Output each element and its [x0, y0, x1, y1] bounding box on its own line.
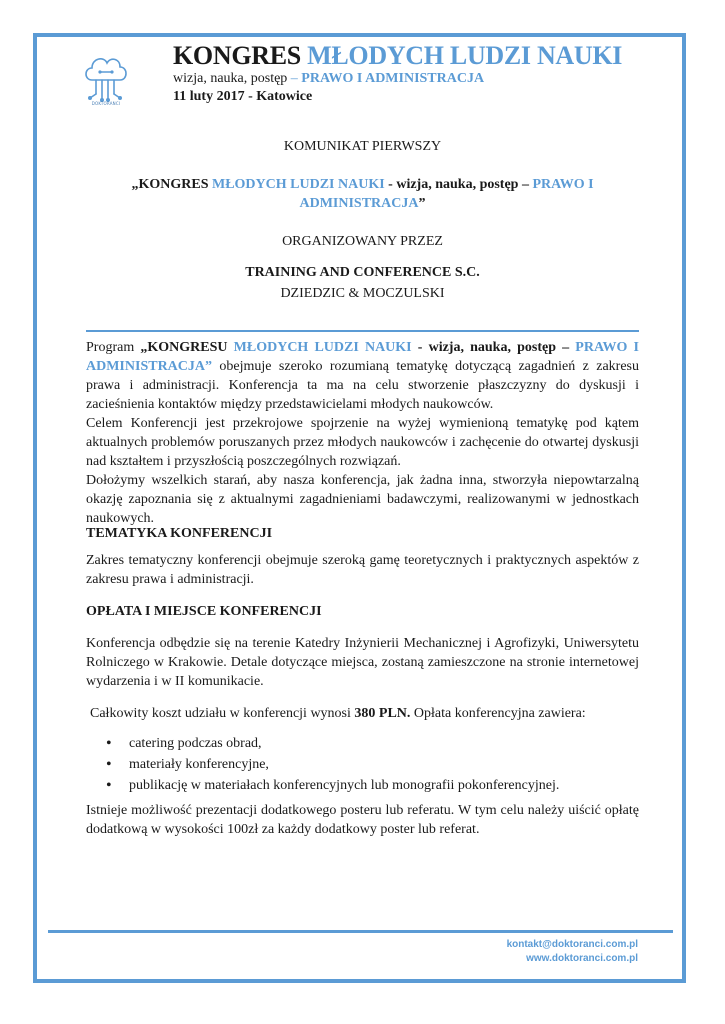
quote-blue-3: ADMINISTRACJA: [299, 196, 419, 211]
section-divider: [86, 330, 639, 332]
organizer-name: TRAINING AND CONFERENCE S.C.: [245, 265, 480, 280]
title-part-black: KONGRES: [173, 41, 301, 70]
p1-start: Program: [86, 340, 141, 355]
footer-website-link[interactable]: www.doktoranci.com.pl: [526, 953, 638, 964]
quote-close: ”: [418, 196, 426, 211]
p1-blue-2: PRAWO I ADMINISTRACJA”: [86, 340, 640, 374]
list-item: • materiały konferencyjne,: [129, 754, 639, 775]
conference-date: 11 luty 2017 - Katowice: [173, 89, 313, 104]
location-text: Konferencja odbędzie się na terenie Katedry Inżynierii Mechanicznej i Agrofizyki, Uniwersytetu Rolniczego w Krakowie. Detale dotyczące miejsca, zostaną zamieszczone na stronie internetowej wydarzenia i w II komunikacie.: [86, 636, 639, 689]
p1-bold-1: „KONGRESU: [140, 340, 234, 355]
subtitle-dash: –: [287, 71, 302, 86]
extra-fee-text: Istnieje możliwość prezentacji dodatkowego posteru lub referatu. W tym celu należy uiścić opłatę dodatkową w wysokości 100zł za każdy dodatkowy poster lub referat.: [86, 803, 639, 837]
subtitle-part-black: wizja, nauka, postęp: [173, 71, 288, 86]
announcement-label: KOMUNIKAT PIERWSZY: [283, 139, 442, 154]
cost-text: [90, 704, 639, 723]
fee-includes-list: [86, 733, 639, 796]
cost-amount: 380 PLN.: [354, 706, 411, 721]
topics-text: Zakres tematyczny konferencji obejmuje szeroką gamę teoretycznych i praktycznych aspektów z zakresu prawa i administracji.: [86, 553, 639, 587]
footer-divider: [48, 930, 673, 933]
program-paragraph-3: Dołożymy wszelkich starań, aby nasza konferencja, jak żadna inna, stworzyła niepowtarzalną okazję zapoznania się z aktualnymi zagadnieniami badawczymi, realizowanymi w jednostkach naukowych.: [86, 473, 639, 526]
program-section: [86, 338, 639, 528]
organized-by: ORGANIZOWANY PRZEZ: [282, 234, 443, 249]
cost-start: Całkowity koszt udziału w konferencji wynosi: [90, 706, 355, 721]
footer-email-link[interactable]: kontakt@doktoranci.com.pl: [506, 939, 638, 950]
p1-blue-1: MŁODYCH LUDZI NAUKI: [233, 340, 412, 355]
quote-blue-1: MŁODYCH LUDZI NAUKI: [211, 177, 385, 192]
subtitle-part-blue: PRAWO I ADMINISTRACJA: [301, 71, 485, 86]
list-item: • publikację w materiałach konferencyjnych lub monografii pokonferencyjnej.: [129, 775, 639, 796]
topics-heading: TEMATYKA KONFERENCJI: [86, 526, 273, 541]
logo-caption: DOKTORANCI: [91, 101, 121, 106]
cost-end: Opłata konferencyjna zawiera:: [410, 706, 586, 721]
quote-mid: - wizja, nauka, postęp –: [384, 177, 533, 192]
organizer-partners: DZIEDZIC & MOCZULSKI: [280, 286, 445, 301]
quote-open: „KONGRES: [131, 177, 212, 192]
fee-heading: OPŁATA I MIEJSCE KONFERENCJI: [86, 604, 322, 619]
quote-blue-2: PRAWO I: [532, 177, 594, 192]
p1-bold-2: - wizja, nauka, postęp –: [411, 340, 576, 355]
title-part-blue: MŁODYCH LUDZI NAUKI: [307, 41, 623, 70]
program-paragraph-1: [86, 338, 639, 414]
announcement-quote: [80, 175, 645, 213]
conference-title: [173, 41, 622, 71]
p1-rest: obejmuje szeroko rozumianą tematykę dotyczącą zagadnień z zakresu prawa i administracji. Konferencja ta ma na celu stworzenie płaszczyzny do dyskusji i zacieśnienia kontaktów między przedstawicielami młodych naukowców.: [86, 359, 639, 412]
conference-subtitle: [173, 71, 484, 87]
list-item: • catering podczas obrad,: [129, 733, 639, 754]
program-paragraph-2: Celem Konferencji jest przekrojowe spojrzenie na wyżej wymienioną tematykę pod kątem aktualnych problemów poruszanych przez młodych naukowców i zachęcenie do otwartej dyskusji nad kształtem i przyszłością poszczególnych rozwiązań.: [86, 416, 639, 469]
